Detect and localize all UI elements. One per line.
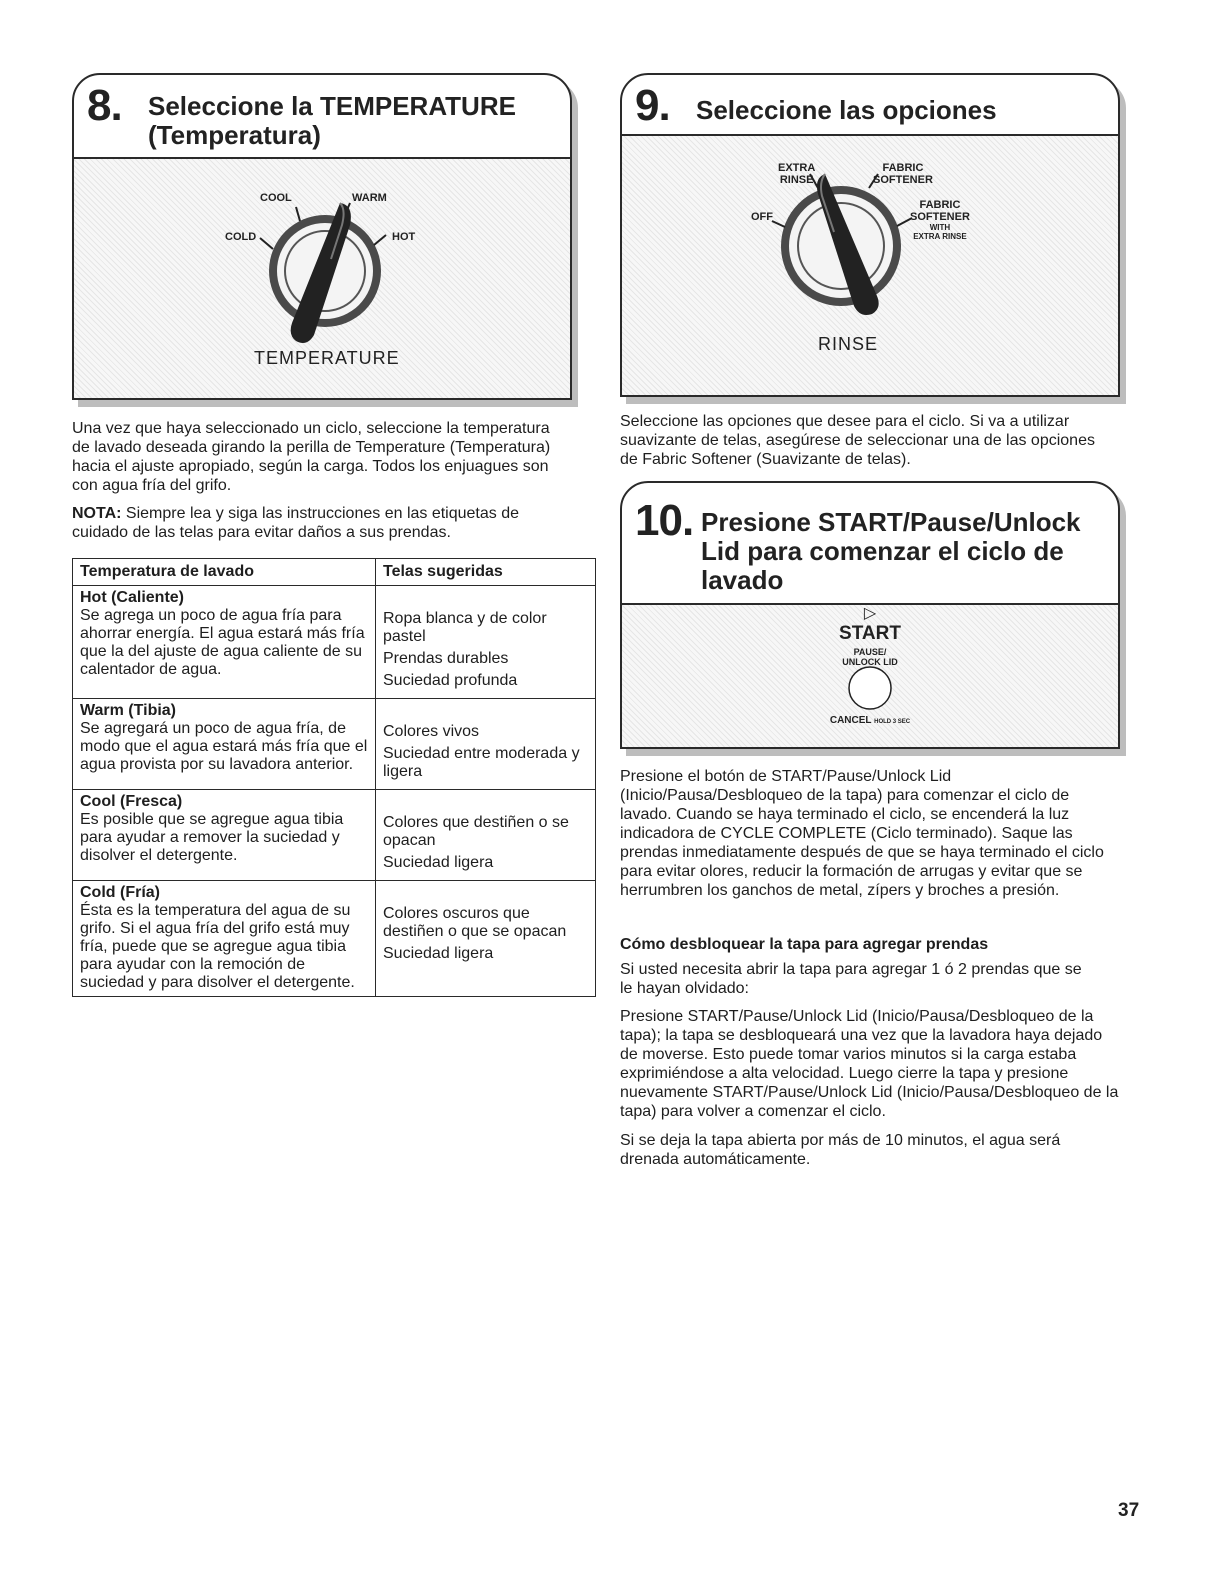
- dial-label-cool: COOL: [260, 192, 292, 204]
- dial-label-fabric-softener: FABRIC SOFTENER: [873, 162, 933, 186]
- table-row: [73, 699, 596, 790]
- table-header-row: [73, 559, 596, 586]
- step-8-title: Seleccione la TEMPERATURE (Temperatura): [148, 91, 516, 150]
- row-label: Hot (Caliente): [80, 589, 184, 606]
- fabric-item: Prendas durables: [383, 650, 509, 667]
- step-9-text: Seleccione las opciones que desee para el ciclo. Si va a utilizar suavizante de telas, asegúrese de seleccionar una de las opciones de Fabric Softener (Suavizante de telas).: [620, 413, 1095, 468]
- step-8-header: [74, 75, 570, 159]
- step-10-panel: [620, 481, 1120, 749]
- temperature-dial-illustration: [74, 159, 570, 398]
- row-description: Es posible que se agregue agua tibia para ayudar a remover la suciedad y disolver el detergente.: [80, 811, 344, 864]
- dial-label-warm: WARM: [352, 192, 387, 204]
- step-10-title: Presione START/Pause/Unlock Lid para comenzar el ciclo de lavado: [701, 507, 1081, 595]
- step-10-text: Presione el botón de START/Pause/Unlock Lid (Inicio/Pausa/Desbloqueo de la tapa) para comenzar el ciclo de lavado. Cuando se haya terminado el ciclo, se encenderá la luz indicadora de CYCLE COMPLETE (Ciclo terminado). Saque las prendas inmediatamente después de que se haya terminado el ciclo para evitar olores, reducir la formación de arrugas y evitar que se herrumbren los ganchos de metal, zípers y broches a presión.: [620, 768, 1104, 899]
- fabric-item: Colores que destiñen o se opacan: [383, 814, 569, 849]
- cancel-label: CANCEL HOLD 3 SEC: [829, 715, 911, 726]
- unlock-steps: Presione START/Pause/Unlock Lid (Inicio/Pausa/Desbloqueo de la tapa); la tapa se desbloqueará una vez que la lavadora haya dejado de moverse. Esto puede tomar varios minutos si la carga estaba exprimiéndose a alta velocidad. Luego cierre la tapa y presione nuevamente START/Pause/Unlock Lid (Inicio/Pausa/Desbloqueo de la tapa) para volver a comenzar el ciclo.: [620, 1008, 1119, 1120]
- rinse-knob-icon: [622, 136, 1118, 396]
- fabric-item: Suciedad entre moderada y ligera: [383, 745, 580, 780]
- row-label: Cold (Fría): [80, 884, 160, 901]
- drain-note: Si se deja la tapa abierta por más de 10 minutos, el agua será drenada automáticamente.: [620, 1132, 1061, 1168]
- unlock-intro: Si usted necesita abrir la tapa para agregar 1 ó 2 prendas que se le hayan olvidado:: [620, 961, 1082, 997]
- fabric-item: Suciedad profunda: [383, 672, 518, 689]
- dial-label-extra-rinse: EXTRA RINSE: [778, 162, 816, 186]
- fabric-item: Ropa blanca y de color pastel: [383, 610, 547, 645]
- fabric-item: Suciedad ligera: [383, 854, 494, 871]
- page-number: 37: [1118, 1500, 1140, 1521]
- note-label: NOTA:: [72, 505, 122, 522]
- rinse-dial-illustration: [622, 136, 1118, 395]
- step-8-note: NOTA: Siempre lea y siga las instrucciones en las etiquetas de cuidado de las telas para evitar daños a sus prendas.: [72, 505, 520, 541]
- start-label: START: [839, 623, 901, 644]
- step-9-title: Seleccione las opciones: [696, 95, 997, 125]
- step-8-number: 8.: [87, 81, 122, 130]
- start-button-illustration: [622, 605, 1118, 747]
- row-label: Cool (Fresca): [80, 793, 183, 810]
- dial-name-temperature: TEMPERATURE: [254, 348, 400, 368]
- step-9-header: [622, 75, 1118, 136]
- fabric-item: Colores oscuros que destiñen o que se opacan: [383, 905, 567, 940]
- header-fabrics: Telas sugeridas: [376, 559, 596, 586]
- dial-name-rinse: RINSE: [818, 334, 879, 354]
- step-10-number: 10.: [635, 496, 694, 545]
- row-description: Se agrega un poco de agua fría para ahorrar energía. El agua estará más fría que la del ajuste de agua caliente de su calentador de agua.: [80, 607, 365, 678]
- dial-label-cold: COLD: [225, 231, 257, 243]
- step-9-number: 9.: [635, 81, 670, 130]
- fabric-item: Suciedad ligera: [383, 945, 494, 962]
- dial-label-fabric-softener-extra-rinse: FABRIC SOFTENER WITH EXTRA RINSE: [910, 199, 970, 241]
- temperature-table: [72, 558, 596, 997]
- play-icon: ▷: [863, 605, 877, 622]
- step-10-header: [622, 483, 1118, 605]
- row-description: Se agregará un poco de agua fría, de modo que el agua estará más fría que el agua provista por su lavadora anterior.: [80, 720, 368, 773]
- header-temperature: Temperatura de lavado: [73, 559, 376, 586]
- dial-label-hot: HOT: [392, 231, 416, 243]
- table-row: [73, 586, 596, 699]
- pause-unlock-label: PAUSE/ UNLOCK LID: [842, 647, 898, 667]
- step-8-panel: [72, 73, 572, 400]
- fabric-item: Colores vivos: [383, 723, 480, 740]
- dial-label-off: OFF: [751, 211, 773, 223]
- table-row: [73, 881, 596, 997]
- row-description: Ésta es la temperatura del agua de su grifo. Si el agua fría del grifo está muy fría, puede que se agregue agua tibia para ayudar con la remoción de suciedad y para disolver el detergente.: [80, 902, 355, 991]
- table-row: [73, 790, 596, 881]
- unlock-heading: Cómo desbloquear la tapa para agregar prendas: [620, 936, 989, 953]
- row-label: Warm (Tibia): [80, 702, 177, 719]
- step-8-intro: Una vez que haya seleccionado un ciclo, seleccione la temperatura de lavado deseada girando la perilla de Temperature (Temperatura) hacia el ajuste apropiado, según la carga. Todos los enjuagues son con agua fría del grifo.: [72, 420, 551, 494]
- step-9-panel: [620, 73, 1120, 397]
